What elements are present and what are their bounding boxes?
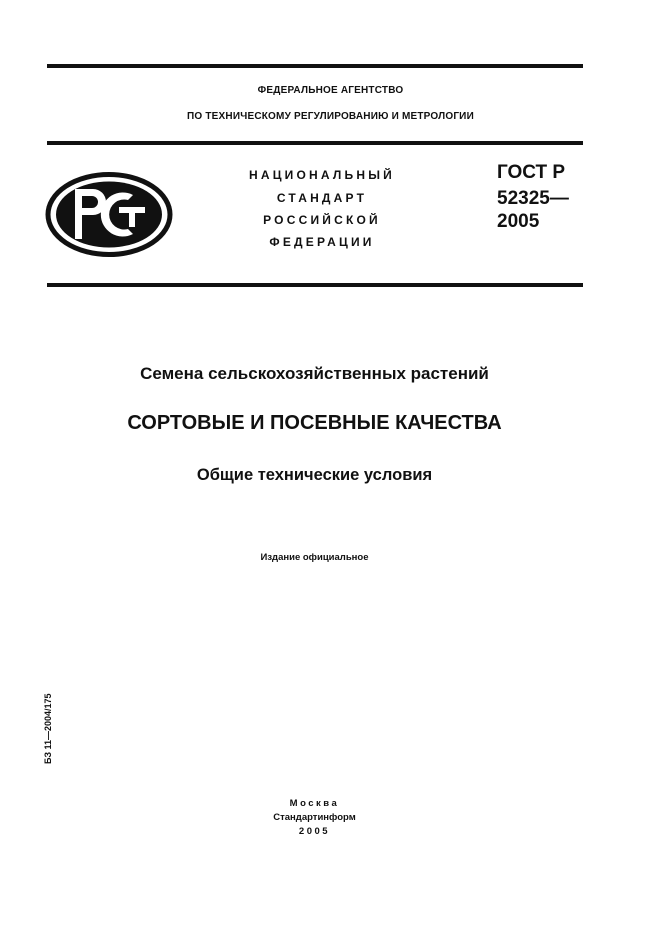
header-rule <box>47 141 583 145</box>
imprint-city: Москва <box>289 798 340 809</box>
gost-year: 2005 <box>497 211 540 232</box>
national-line-2: СТАНДАРТ <box>276 191 368 205</box>
gost-number: 52325— <box>497 188 569 209</box>
standard-block-rule <box>47 283 583 287</box>
national-line-3: РОССИЙСКОЙ <box>263 213 381 227</box>
rst-logo-icon <box>45 172 173 257</box>
gost-label: ГОСТ Р <box>497 162 566 183</box>
imprint-publisher: Стандартинформ <box>273 812 356 823</box>
document-subject: СОРТОВЫЕ И ПОСЕВНЫЕ КАЧЕСТВА <box>127 412 502 434</box>
agency-name-line2: ПО ТЕХНИЧЕСКОМУ РЕГУЛИРОВАНИЮ И МЕТРОЛОГИИ <box>187 111 474 122</box>
side-code: БЗ 11—2004/175 <box>43 693 53 764</box>
national-line-4: ФЕДЕРАЦИИ <box>269 235 375 249</box>
agency-name-line1: ФЕДЕРАЛЬНОЕ АГЕНТСТВО <box>257 85 404 96</box>
document-subtitle: Общие технические условия <box>196 466 433 484</box>
edition-note: Издание официальное <box>260 552 369 563</box>
top-rule <box>47 64 583 68</box>
imprint-year: 2005 <box>298 826 331 837</box>
national-line-1: НАЦИОНАЛЬНЫЙ <box>248 168 396 182</box>
document-title: Семена сельскохозяйственных растений <box>140 364 489 383</box>
